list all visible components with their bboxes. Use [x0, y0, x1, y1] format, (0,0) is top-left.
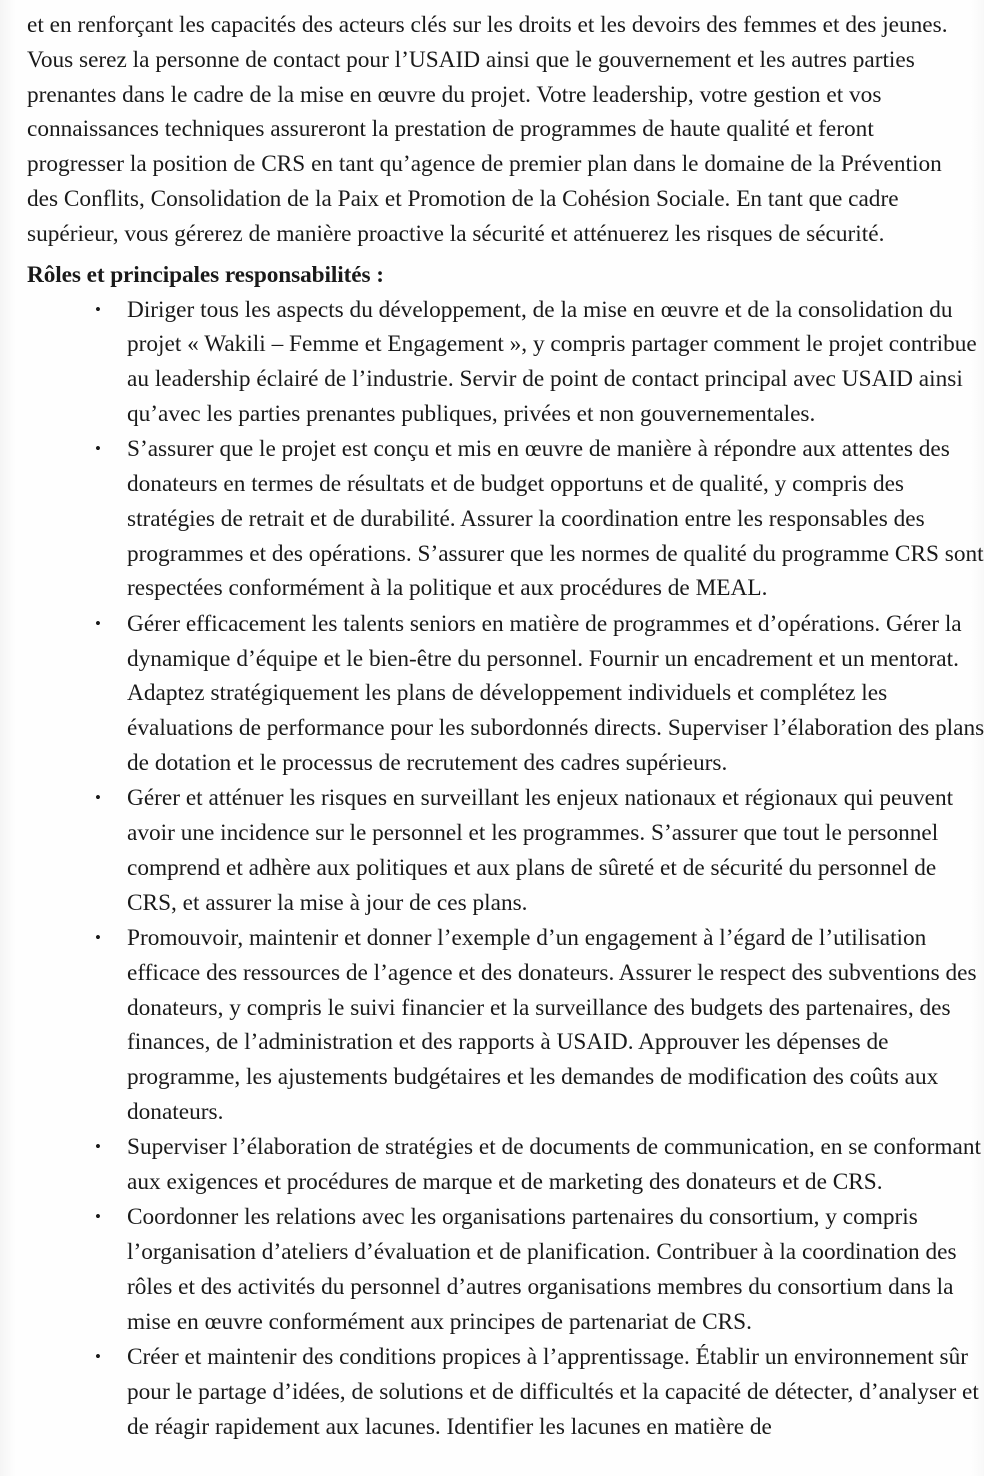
list-item-text: Superviser l’élaboration de stratégies et de documents de communication, en se conformant aux exigences et procédures de marque et de marketing des donateurs et de CRS.	[127, 1134, 981, 1195]
list-item	[27, 607, 984, 781]
list-item	[27, 1200, 984, 1339]
list-item	[27, 293, 984, 432]
list-item-text: Gérer et atténuer les risques en surveillant les enjeux nationaux et régionaux qui peuvent avoir une incidence sur le personnel et les programmes. S’assurer que tout le personnel comprend et adhère aux politiques et aux plans de sûreté et de sécurité du personnel de CRS, et assurer la mise à jour de ces plans.	[127, 785, 954, 916]
list-item	[27, 1130, 984, 1200]
list-item	[27, 781, 984, 920]
bullet-icon: •	[95, 788, 101, 808]
bullet-icon: •	[95, 613, 101, 633]
bullet-icon: •	[95, 439, 101, 459]
bullet-icon: •	[95, 1137, 101, 1157]
bullet-icon: •	[95, 1207, 101, 1227]
list-item-text: Coordonner les relations avec les organisations partenaires du consortium, y compris l’organisation d’ateliers d’évaluation et de planification. Contribuer à la coordination des rôles et des activités du personnel d’autres organisations membres du consortium dans la mise en œuvre conformément aux principes de partenariat de CRS.	[127, 1204, 957, 1335]
list-item	[27, 921, 984, 1130]
list-item-text: Promouvoir, maintenir et donner l’exemple d’un engagement à l’égard de l’utilisation efficace des ressources de l’agence et des donateurs. Assurer le respect des subventions des donateurs, y compris le suivi financier et la surveillance des budgets des partenaires, des finances, de l’administration et des rapports à USAID. Approuver les dépenses de programme, les ajustements budgétaires et les demandes de modification des coûts aux donateurs.	[127, 924, 977, 1125]
list-item	[27, 1340, 984, 1444]
document-body	[27, 8, 984, 1444]
intro-paragraph: et en renforçant les capacités des acteurs clés sur les droits et les devoirs des femmes et des jeunes. Vous serez la personne de contact pour l’USAID ainsi que le gouvernement et les autres parties prenantes dans le cadre de la mise en œuvre du projet. Votre leadership, votre gestion et vos connaissances techniques assureront la prestation de programmes de haute qualité et feront progresser la position de CRS en tant qu’agence de premier plan dans le domaine de la Prévention des Conflits, Consolidation de la Paix et Promotion de la Cohésion Sociale. En tant que cadre supérieur, vous gérerez de manière proactive la sécurité et atténuerez les risques de sécurité.	[27, 12, 948, 247]
responsibilities-list	[27, 293, 984, 1445]
list-item	[27, 432, 984, 606]
list-item-text: Gérer efficacement les talents seniors en matière de programmes et d’opérations. Gérer la dynamique d’équipe et le bien-être du personnel. Fournir un encadrement et un mentorat. Adaptez stratégiquement les plans de développement individuels et complétez les évaluations de performance pour les subordonnés directs. Superviser l’élaboration des plans de dotation et le processus de recrutement des cadres supérieurs.	[127, 610, 984, 776]
section-heading-roles-responsabilites: Rôles et principales responsabilités :	[27, 261, 384, 288]
list-item-text: S’assurer que le projet est conçu et mis en œuvre de manière à répondre aux attentes des donateurs en termes de résultats et de budget opportuns et de qualité, y compris des stratégies de retrait et de durabilité. Assurer la coordination entre les responsables des programmes et des opérations. S’assurer que les normes de qualité du programme CRS sont respectées conformément à la politique et aux procédures de MEAL.	[127, 436, 984, 602]
list-item-text: Créer et maintenir des conditions propices à l’apprentissage. Établir un environnement sûr pour le partage d’idées, de solutions et de difficultés et la capacité de détecter, d’analyser et de réagir rapidement aux lacunes. Identifier les lacunes en matière de	[127, 1343, 979, 1440]
list-item-text: Diriger tous les aspects du développement, de la mise en œuvre et de la consolidation du projet « Wakili – Femme et Engagement », y compris partager comment le projet contribue au leadership éclairé de l’industrie. Servir de point de contact principal avec USAID ainsi qu’avec les parties prenantes publiques, privées et non gouvernementales.	[127, 296, 977, 427]
bullet-icon: •	[95, 927, 101, 947]
bullet-icon: •	[95, 299, 101, 319]
bullet-icon: •	[95, 1346, 101, 1366]
